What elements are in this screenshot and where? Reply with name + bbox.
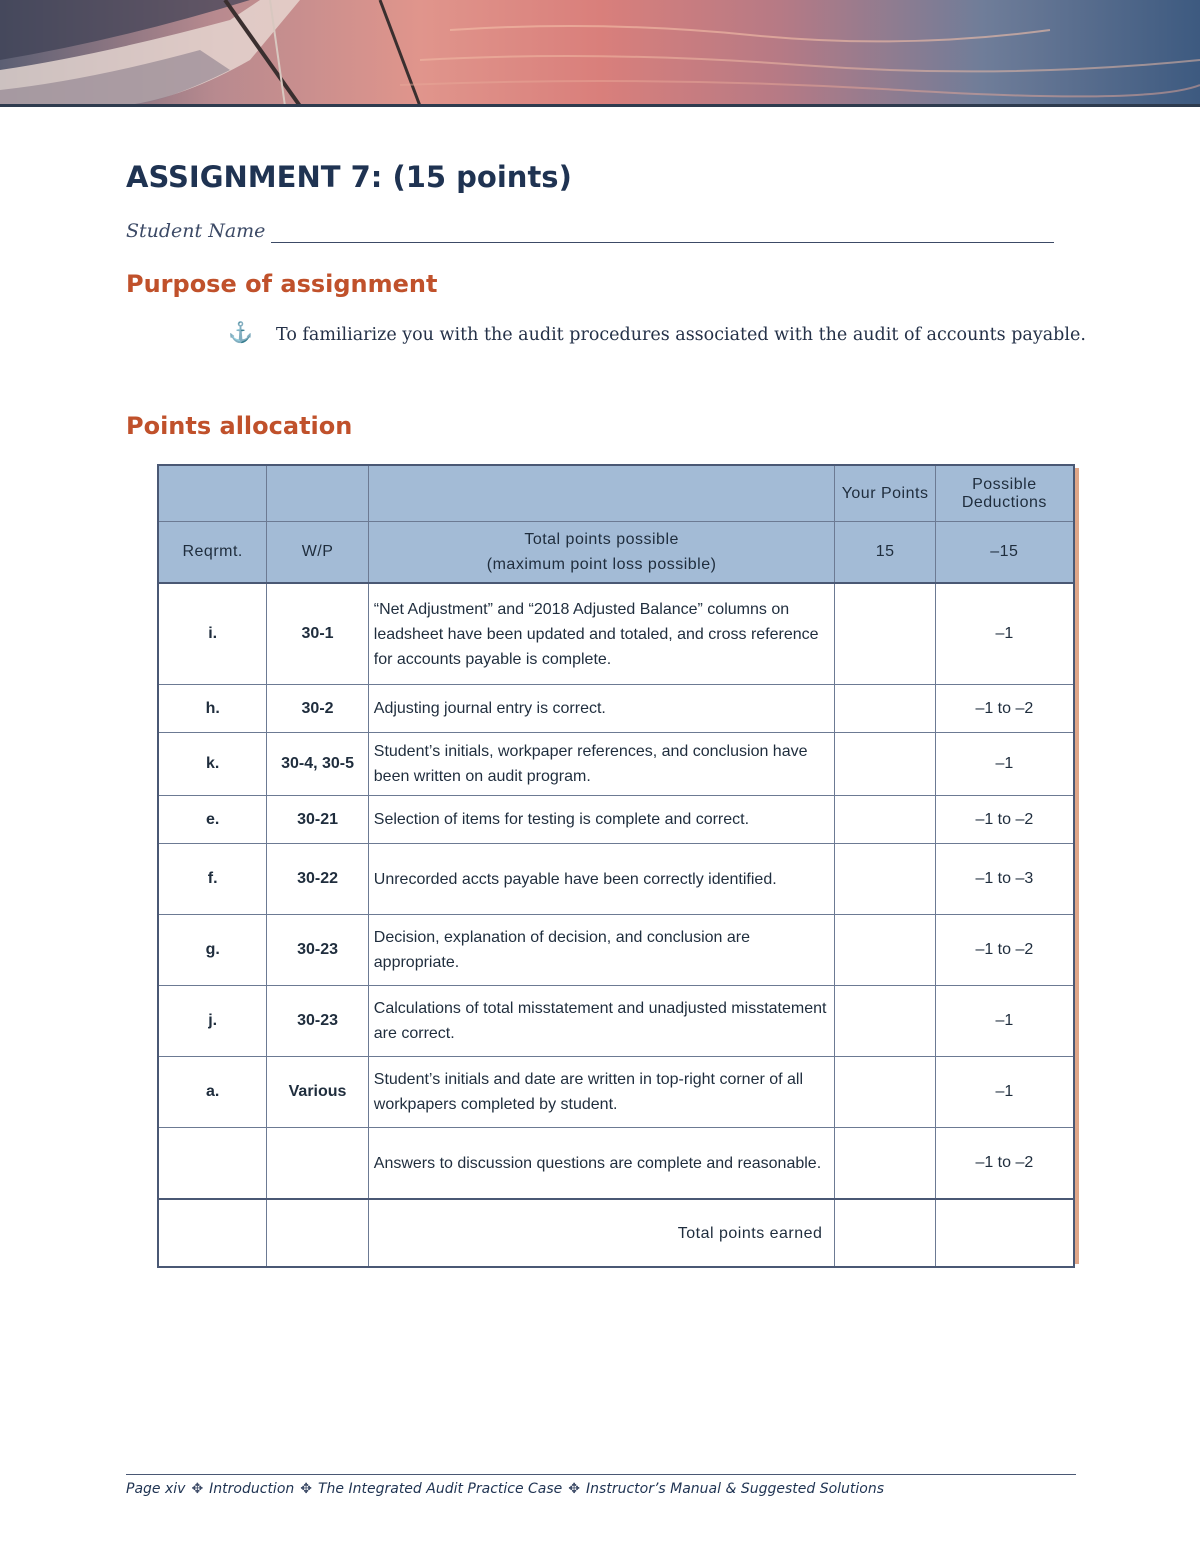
total-points-label: Total points earned bbox=[368, 1199, 835, 1267]
description-cell: Selection of items for testing is complete and correct. bbox=[368, 796, 835, 844]
table-row bbox=[158, 733, 1074, 796]
wp-cell: 30-1 bbox=[267, 583, 368, 685]
footer-book: The Integrated Audit Practice Case bbox=[318, 1481, 563, 1497]
total-possible-header bbox=[368, 522, 835, 584]
max-points: 15 bbox=[835, 522, 935, 584]
your-points-cell[interactable] bbox=[835, 733, 935, 796]
header-banner-image bbox=[0, 0, 1200, 106]
description-cell: Answers to discussion questions are complete and reasonable. bbox=[368, 1128, 835, 1200]
deduction-cell: –1 to –2 bbox=[935, 685, 1074, 733]
table-row bbox=[158, 583, 1074, 685]
your-points-cell[interactable] bbox=[835, 1057, 935, 1128]
student-name-label: Student Name bbox=[126, 220, 266, 242]
description-cell: Adjusting journal entry is correct. bbox=[368, 685, 835, 733]
max-deductions: –15 bbox=[935, 522, 1074, 584]
wp-cell: 30-22 bbox=[267, 844, 368, 915]
table-row bbox=[158, 986, 1074, 1057]
total-possible-line2: (maximum point loss possible) bbox=[486, 556, 717, 573]
reqrmt-cell: a. bbox=[158, 1057, 267, 1128]
footer-separator-icon: ✥ bbox=[300, 1481, 312, 1497]
wp-cell bbox=[267, 1128, 368, 1200]
sailboat-image bbox=[0, 0, 1200, 106]
reqrmt-header: Reqrmt. bbox=[158, 522, 267, 584]
points-allocation-heading: Points allocation bbox=[126, 412, 353, 440]
your-points-cell[interactable] bbox=[835, 915, 935, 986]
reqrmt-cell bbox=[158, 1128, 267, 1200]
description-cell: Decision, explanation of decision, and conclusion are appropriate. bbox=[368, 915, 835, 986]
table-row bbox=[158, 915, 1074, 986]
wp-cell: 30-23 bbox=[267, 915, 368, 986]
table-row bbox=[158, 1128, 1074, 1200]
deduction-cell: –1 bbox=[935, 1057, 1074, 1128]
deduction-cell: –1 to –2 bbox=[935, 796, 1074, 844]
deduction-cell: –1 to –3 bbox=[935, 844, 1074, 915]
deduction-cell: –1 to –2 bbox=[935, 1128, 1074, 1200]
wp-cell: 30-2 bbox=[267, 685, 368, 733]
possible-deductions-header: Possible Deductions bbox=[935, 465, 1074, 522]
your-points-cell[interactable] bbox=[835, 986, 935, 1057]
table-row bbox=[158, 1057, 1074, 1128]
total-row bbox=[158, 1199, 1074, 1267]
footer-divider bbox=[126, 1474, 1076, 1475]
footer-separator-icon: ✥ bbox=[568, 1481, 581, 1497]
reqrmt-cell: j. bbox=[158, 986, 267, 1057]
reqrmt-cell: g. bbox=[158, 915, 267, 986]
your-points-cell[interactable] bbox=[835, 796, 935, 844]
reqrmt-cell: k. bbox=[158, 733, 267, 796]
wp-cell: 30-23 bbox=[267, 986, 368, 1057]
table-header-row-1 bbox=[158, 465, 1074, 522]
wp-cell: Various bbox=[267, 1057, 368, 1128]
table-header-row-2 bbox=[158, 522, 1074, 584]
banner-divider bbox=[0, 104, 1200, 107]
wp-header: W/P bbox=[267, 522, 368, 584]
table-body bbox=[158, 583, 1074, 1199]
deduction-cell: –1 bbox=[935, 733, 1074, 796]
wp-cell: 30-4, 30-5 bbox=[267, 733, 368, 796]
description-cell: Unrecorded accts payable have been correctly identified. bbox=[368, 844, 835, 915]
wp-cell: 30-21 bbox=[267, 796, 368, 844]
purpose-text: To familiarize you with the audit procedures associated with the audit of accounts payable. bbox=[276, 325, 1086, 345]
reqrmt-cell: i. bbox=[158, 583, 267, 685]
footer-page: Page xiv bbox=[126, 1481, 186, 1497]
points-table bbox=[157, 464, 1075, 1268]
deduction-cell: –1 bbox=[935, 986, 1074, 1057]
page-title: ASSIGNMENT 7: (15 points) bbox=[126, 160, 572, 194]
footer-separator-icon: ✥ bbox=[191, 1481, 204, 1497]
description-cell: Student’s initials and date are written in top-right corner of all workpapers completed by student. bbox=[368, 1057, 835, 1128]
reqrmt-cell: f. bbox=[158, 844, 267, 915]
your-points-header: Your Points bbox=[835, 465, 935, 522]
total-possible-line1: Total points possible bbox=[524, 531, 679, 548]
student-name-underline bbox=[271, 242, 1054, 243]
footer-manual: Instructor’s Manual & Suggested Solutions bbox=[586, 1481, 885, 1497]
reqrmt-cell: h. bbox=[158, 685, 267, 733]
your-points-cell[interactable] bbox=[835, 685, 935, 733]
your-points-cell[interactable] bbox=[835, 583, 935, 685]
anchor-icon: ⚓ bbox=[228, 322, 253, 344]
deduction-cell: –1 to –2 bbox=[935, 915, 1074, 986]
purpose-heading: Purpose of assignment bbox=[126, 270, 438, 298]
table-row bbox=[158, 844, 1074, 915]
your-points-cell[interactable] bbox=[835, 844, 935, 915]
description-cell: Student’s initials, workpaper references, and conclusion have been written on audit program. bbox=[368, 733, 835, 796]
table-row bbox=[158, 685, 1074, 733]
footer-section: Introduction bbox=[209, 1481, 295, 1497]
your-points-cell[interactable] bbox=[835, 1128, 935, 1200]
points-table-container bbox=[157, 464, 1075, 1268]
description-cell: Calculations of total misstatement and unadjusted misstatement are correct. bbox=[368, 986, 835, 1057]
deduction-cell: –1 bbox=[935, 583, 1074, 685]
description-cell: “Net Adjustment” and “2018 Adjusted Balance” columns on leadsheet have been updated and totaled, and cross reference for accounts payable is complete. bbox=[368, 583, 835, 685]
page-footer bbox=[126, 1481, 884, 1497]
reqrmt-cell: e. bbox=[158, 796, 267, 844]
total-points-input[interactable] bbox=[835, 1199, 935, 1267]
student-name-field[interactable] bbox=[126, 220, 1054, 246]
table-row bbox=[158, 796, 1074, 844]
